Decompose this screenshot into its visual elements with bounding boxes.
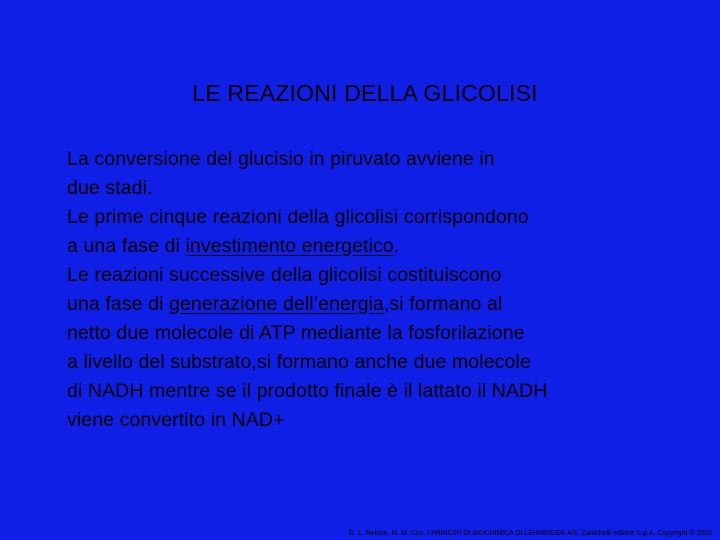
underlined-term-investimento: investimento energetico [185,235,394,257]
body-line: a livello del substrato,si formano anche due molecole [67,351,531,373]
body-line: netto due molecole di ATP mediante la fosforilazione [67,322,525,344]
body-line: di NADH mentre se il prodotto finale è il lattato il NADH [67,380,548,402]
body-line: viene convertito in NAD+ [67,409,285,431]
body-text-fragment: una fase di [67,293,170,315]
body-line: due stadi. [67,177,153,199]
body-text-fragment: a una fase di [67,235,186,257]
body-line: Le prime cinque reazioni della glicolisi corrispondono [67,206,529,228]
body-line: La conversione del glucisio in piruvato avviene in [67,148,495,170]
slide-body [67,145,707,435]
body-line [67,290,707,319]
body-text-fragment: ,si formano al [383,293,503,315]
slide-title: LE REAZIONI DELLA GLICOLISI [192,80,538,106]
body-text-fragment: . [393,235,400,257]
copyright-footer: D. L. Nelson, M. M. Cox, I PRINCIPI DI BIOCHIMICA DI LEHNINGER 4/E, Zanichelli editore S.p.A. Copyright © 2006 [348,530,712,537]
underlined-term-generazione: generazione dell’energia [169,293,384,315]
body-line [67,232,707,261]
body-line: Le reazioni successive della glicolisi costituiscono [67,264,502,286]
